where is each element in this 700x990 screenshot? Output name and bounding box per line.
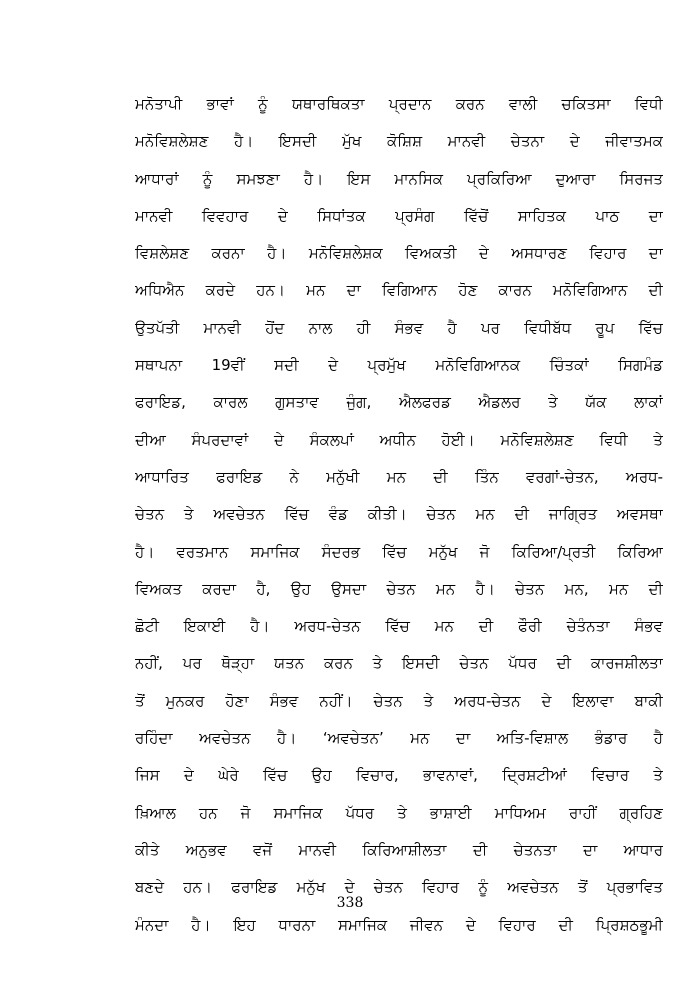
body-paragraph [135,86,663,944]
text-line: ਹੈ। ਵਰਤਮਾਨ ਸਮਾਜਿਕ ਸੰਦਰਭ ਵਿੱਚ ਮਨੁੱਖ ਜੋ ਕਿਰਿਆ/ਪ੍ਰਤੀ ਕਿਰਿਆ [135,542,663,561]
text-line: ਆਧਾਰਾਂ ਨੂੰ ਸਮਝਣਾ ਹੈ। ਇਸ ਮਾਨਸਿਕ ਪ੍ਰਕਿਰਿਆ ਦੁਆਰਾ ਸਿਰਜਤ [135,169,663,188]
text-line: ਸਥਾਪਨਾ 19ਵੀਂ ਸਦੀ ਦੇ ਪ੍ਰਮੁੱਖ ਮਨੋਵਿਗਿਆਨਕ ਚਿੰਤਕਾਂ ਸਿਗਮੰਡ [135,356,663,375]
text-line: ਫਰਾਇਡ, ਕਾਰਲ ਗੁਸਤਾਵ ਜੁੰਗ, ਐਲਫਰਡ ਐਡਲਰ ਤੇ ਯੱਕ ਲਾਕਾਂ [135,393,663,412]
text-line: ਦੀਆ ਸੰਪਰਦਾਵਾਂ ਦੇ ਸੰਕਲਪਾਂ ਅਧੀਨ ਹੋਈ। ਮਨੋਵਿਸ਼ਲੇਸ਼ਣ ਵਿਧੀ ਤੇ [135,430,663,449]
text-line: ਕੀਤੇ ਅਨੁਭਵ ਵਜੋਂ ਮਾਨਵੀ ਕਿਰਿਆਸ਼ੀਲਤਾ ਦੀ ਚੇਤਨਤਾ ਦਾ ਆਧਾਰ [135,840,663,859]
text-line: ਮਾਨਵੀ ਵਿਵਹਾਰ ਦੇ ਸਿਧਾਂਤਕ ਪ੍ਰਸੰਗ ਵਿੱਚੋਂ ਸਾਹਿਤਕ ਪਾਠ ਦਾ [135,206,663,225]
text-line: ਜਿਸ ਦੇ ਘੇਰੇ ਵਿੱਚ ਉਹ ਵਿਚਾਰ, ਭਾਵਨਾਵਾਂ, ਦ੍ਰਿਸ਼ਟੀਆਂ ਵਿਚਾਰ ਤੇ [135,766,663,785]
text-line: ਅਧਿਐਨ ਕਰਦੇ ਹਨ। ਮਨ ਦਾ ਵਿਗਿਆਨ ਹੋਣ ਕਾਰਨ ਮਨੋਵਿਗਿਆਨ ਦੀ [135,281,663,300]
text-line: ਰਹਿੰਦਾ ਅਵਚੇਤਨ ਹੈ। ‘ਅਵਚੇਤਨ’ ਮਨ ਦਾ ਅਤਿ-ਵਿਸ਼ਾਲ ਭੰਡਾਰ ਹੈ [135,729,663,748]
text-line: ਮਨੋਤਾਪੀ ਭਾਵਾਂ ਨੂੰ ਯਥਾਰਥਿਕਤਾ ਪ੍ਰਦਾਨ ਕਰਨ ਵਾਲੀ ਚਕਿਤਸਾ ਵਿਧੀ [135,95,663,113]
text-line: ਉਤਪੱਤੀ ਮਾਨਵੀ ਹੋਂਦ ਨਾਲ ਹੀ ਸੰਭਵ ਹੈ ਪਰ ਵਿਧੀਬੱਧ ਰੂਪ ਵਿੱਚ [135,318,663,337]
text-line: ਬਣਦੇ ਹਨ। ਫਰਾਇਡ ਮਨੁੱਖ ਦੇ ਚੇਤਨ ਵਿਹਾਰ ਨੂੰ ਅਵਚੇਤਨ ਤੋਂ ਪ੍ਰਭਾਵਿਤ [135,878,663,897]
text-line: ਮੰਨਦਾ ਹੈ। ਇਹ ਧਾਰਨਾ ਸਮਾਜਿਕ ਜੀਵਨ ਦੇ ਵਿਹਾਰ ਦੀ ਪ੍ਰਿਸ਼ਠਭੂਮੀ [135,915,663,934]
text-line: ਆਧਾਰਿਤ ਫਰਾਇਡ ਨੇ ਮਨੁੱਖੀ ਮਨ ਦੀ ਤਿੰਨ ਵਰਗਾਂ-ਚੇਤਨ, ਅਰਧ- [135,467,663,486]
text-line: ਵਿਅਕਤ ਕਰਦਾ ਹੈ, ਉਹ ਉਸਦਾ ਚੇਤਨ ਮਨ ਹੈ। ਚੇਤਨ ਮਨ, ਮਨ ਦੀ [135,579,663,598]
text-line: ਖ਼ਿਆਲ ਹਨ ਜੋ ਸਮਾਜਿਕ ਪੱਧਰ ਤੇ ਭਾਸ਼ਾਈ ਮਾਧਿਅਮ ਰਾਹੀਂ ਗ੍ਰਹਿਣ [135,803,663,822]
page-number: 338 [336,895,364,911]
text-line: ਤੋਂ ਮੁਨਕਰ ਹੋਣਾ ਸੰਭਵ ਨਹੀਂ। ਚੇਤਨ ਤੇ ਅਰਧ-ਚੇਤਨ ਦੇ ਇਲਾਵਾ ਬਾਕੀ [135,691,663,710]
text-line: ਮਨੋਵਿਸ਼ਲੇਸ਼ਣ ਹੈ। ਇਸਦੀ ਮੁੱਖ ਕੋਸ਼ਿਸ਼ ਮਾਨਵੀ ਚੇਤਨਾ ਦੇ ਜੀਵਾਤਮਕ [135,132,663,151]
text-line: ਚੇਤਨ ਤੇ ਅਵਚੇਤਨ ਵਿੱਚ ਵੰਡ ਕੀਤੀ। ਚੇਤਨ ਮਨ ਦੀ ਜਾਗ੍ਰਿਤ ਅਵਸਥਾ [135,505,663,524]
text-line: ਛੋਟੀ ਇਕਾਈ ਹੈ। ਅਰਧ-ਚੇਤਨ ਵਿੱਚ ਮਨ ਦੀ ਫੌਰੀ ਚੇਤੰਨਤਾ ਸੰਭਵ [135,617,663,636]
text-line: ਨਹੀਂ, ਪਰ ਥੋੜ੍ਹਾ ਯਤਨ ਕਰਨ ਤੇ ਇਸਦੀ ਚੇਤਨ ਪੱਧਰ ਦੀ ਕਾਰਜਸ਼ੀਲਤਾ [135,654,663,673]
text-line: ਵਿਸ਼ਲੇਸ਼ਣ ਕਰਨਾ ਹੈ। ਮਨੋਵਿਸ਼ਲੇਸ਼ਕ ਵਿਅਕਤੀ ਦੇ ਅਸਧਾਰਣ ਵਿਹਾਰ ਦਾ [135,244,663,263]
